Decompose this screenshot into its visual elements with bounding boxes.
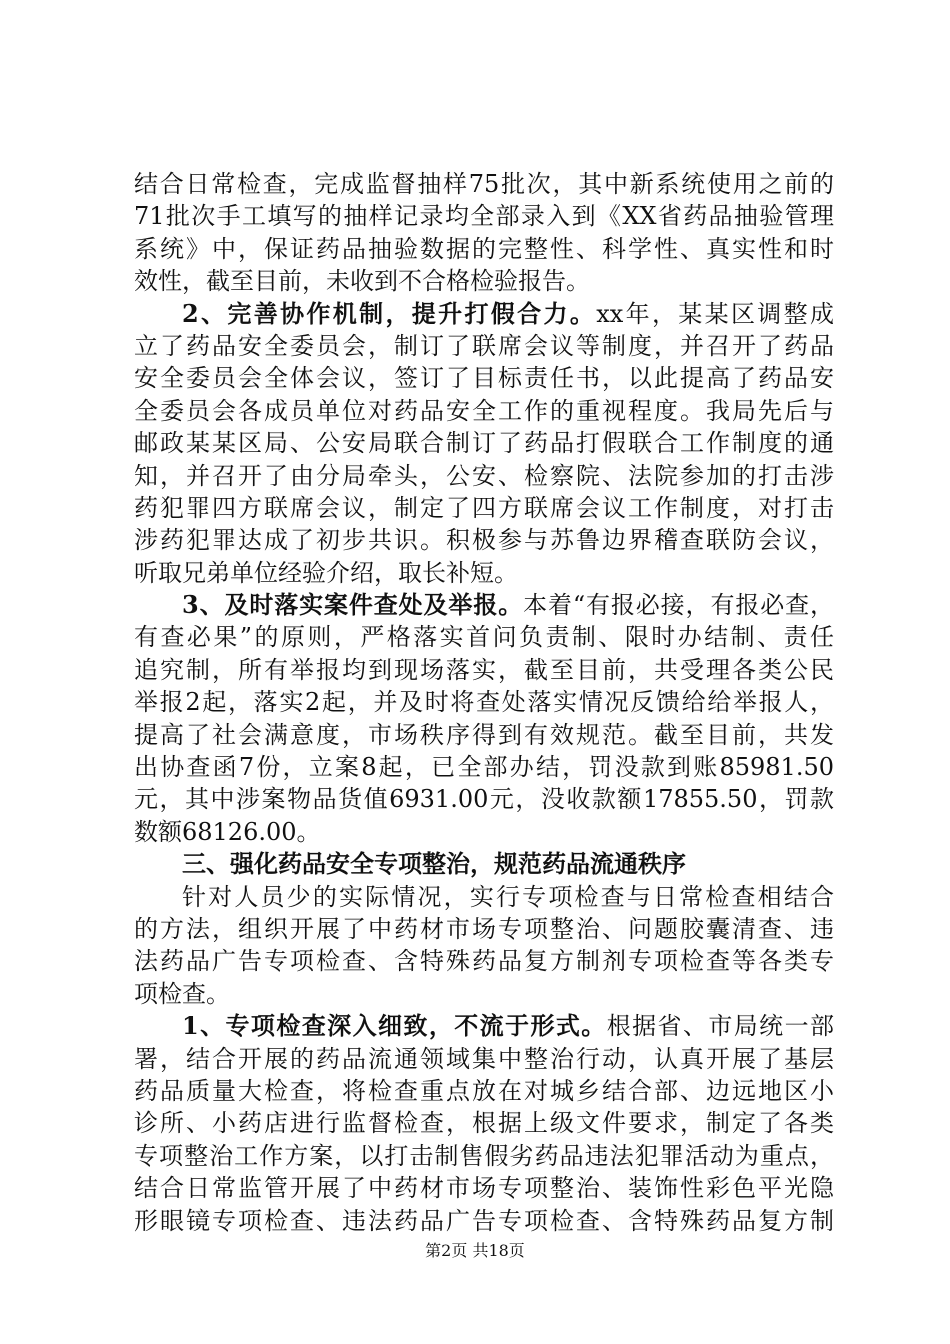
line-text: 结合日常监管开展了中药材市场专项整治、装饰性彩色平光隐 xyxy=(134,1174,834,1203)
paragraph-line xyxy=(134,265,834,297)
line-text: 结合日常检查，完成监督抽样75批次，其中新系统使用之前的 xyxy=(134,170,834,198)
line-text: 71批次手工填写的抽样记录均全部录入到《XX省药品抽验管理 xyxy=(134,202,834,231)
heading-line xyxy=(134,1010,834,1042)
paragraph-line xyxy=(134,881,834,913)
paragraph-line xyxy=(134,783,834,815)
line-text: 邮政某某区局、公安局联合制订了药品打假联合工作制度的通 xyxy=(134,429,834,458)
line-text: 追究制，所有举报均到现场落实，截至目前，共受理各类公民 xyxy=(134,655,834,684)
line-text: 提高了社会满意度，市场秩序得到有效规范。截至目前，共发 xyxy=(134,720,834,749)
line-text: 项检查。 xyxy=(134,979,230,1008)
line-text: 针对人员少的实际情况，实行专项检查与日常检查相结合 xyxy=(182,882,834,911)
line-text: 数额68126.00。 xyxy=(134,817,321,846)
paragraph-line xyxy=(134,686,834,718)
line-text: 举报2起，落实2起，并及时将查处落实情况反馈给给举报人， xyxy=(134,688,834,717)
line-text: 知，并召开了由分局牵头，公安、检察院、法院参加的打击涉 xyxy=(134,461,834,490)
bold-lead-text: 1、专项检查深入细致，不流于形式。 xyxy=(182,1011,607,1041)
line-text: 立了药品安全委员会，制订了联席会议等制度，并召开了药品 xyxy=(134,331,834,360)
line-text: 听取兄弟单位经验介绍，取长补短。 xyxy=(134,558,518,587)
line-text: 全委员会各成员单位对药品安全工作的重视程度。我局先后与 xyxy=(134,396,834,425)
page-footer: 第2页 共18页 xyxy=(425,1241,525,1260)
paragraph-line xyxy=(134,427,834,459)
paragraph-line xyxy=(134,945,834,977)
paragraph-line xyxy=(134,621,834,653)
paragraph-line xyxy=(134,1140,834,1172)
heading-line xyxy=(134,589,834,621)
bold-lead-text: 3、及时落实案件查处及举报。 xyxy=(182,590,524,620)
paragraph-line xyxy=(134,1043,834,1075)
paragraph-line xyxy=(134,816,834,848)
bold-lead-text: 2、完善协作机制，提升打假合力。 xyxy=(182,298,597,328)
line-text: 本着“有报必接，有报必查， xyxy=(523,591,834,620)
line-text: 有查必果”的原则，严格落实首问负责制、限时办结制、责任 xyxy=(134,623,834,652)
paragraph-line xyxy=(134,200,834,232)
paragraph-line xyxy=(134,330,834,362)
paragraph-line xyxy=(134,168,834,200)
paragraph-line xyxy=(134,1172,834,1204)
paragraph-line xyxy=(134,233,834,265)
paragraph-line xyxy=(134,524,834,556)
line-text: 根据省、市局统一部 xyxy=(606,1012,834,1041)
line-text: 药品质量大检查，将检查重点放在对城乡结合部、边远地区小 xyxy=(134,1076,834,1105)
heading-line xyxy=(134,298,834,330)
line-text: 法药品广告专项检查、含特殊药品复方制剂专项检查等各类专 xyxy=(134,947,834,976)
line-text: 安全委员会全体会议，签订了目标责任书，以此提高了药品安 xyxy=(134,364,834,393)
line-text: 涉药犯罪达成了初步共识。积极参与苏鲁边界稽查联防会议， xyxy=(134,526,834,555)
heading-line xyxy=(134,848,834,880)
paragraph-line xyxy=(134,978,834,1010)
line-text: 出协查函7份，立案8起，已全部办结，罚没款到账85981.50 xyxy=(134,753,834,782)
paragraph-line xyxy=(134,362,834,394)
paragraph-line xyxy=(134,460,834,492)
bold-lead-text: 三、强化药品安全专项整治，规范药品流通秩序 xyxy=(182,849,686,879)
paragraph-line xyxy=(134,913,834,945)
line-text: 药犯罪四方联席会议，制定了四方联席会议工作制度，对打击 xyxy=(134,493,834,522)
line-text: 系统》中，保证药品抽验数据的完整性、科学性、真实性和时 xyxy=(134,234,834,263)
line-text: 形眼镜专项检查、违法药品广告专项检查、含特殊药品复方制 xyxy=(134,1206,834,1235)
document-body xyxy=(134,168,834,1237)
paragraph-line xyxy=(134,557,834,589)
paragraph-line xyxy=(134,492,834,524)
line-text: 专项整治工作方案，以打击制售假劣药品违法犯罪活动为重点， xyxy=(134,1141,834,1170)
line-text: xx年，某某区调整成 xyxy=(596,299,834,328)
paragraph-line xyxy=(134,1107,834,1139)
line-text: 署，结合开展的药品流通领域集中整治行动，认真开展了基层 xyxy=(134,1044,834,1073)
paragraph-line xyxy=(134,395,834,427)
paragraph-line xyxy=(134,1075,834,1107)
paragraph-line xyxy=(134,1205,834,1237)
line-text: 效性，截至目前，未收到不合格检验报告。 xyxy=(134,267,590,296)
line-text: 诊所、小药店进行监督检查，根据上级文件要求，制定了各类 xyxy=(134,1109,834,1138)
line-text: 的方法，组织开展了中药材市场专项整治、问题胶囊清查、违 xyxy=(134,914,834,943)
paragraph-line xyxy=(134,654,834,686)
paragraph-line xyxy=(134,751,834,783)
line-text: 元，其中涉案物品货值6931.00元，没收款额17855.50，罚款 xyxy=(134,785,834,814)
paragraph-line xyxy=(134,719,834,751)
